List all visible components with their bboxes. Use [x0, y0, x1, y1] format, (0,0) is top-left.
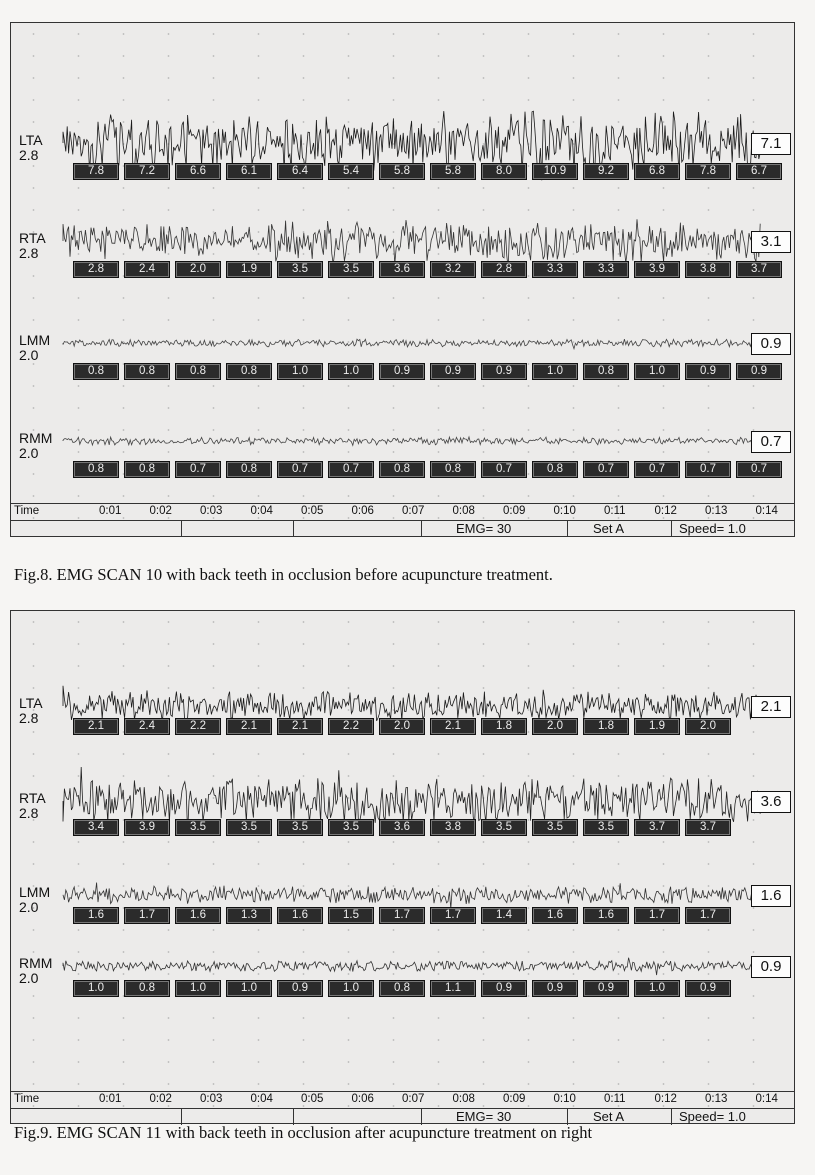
channel-average-box: 3.6: [751, 791, 791, 813]
time-tick: 0:02: [149, 1093, 172, 1105]
segment-value: 1.9: [634, 718, 680, 735]
footer-divider: [671, 1109, 672, 1125]
channel-scale: 2.8: [19, 805, 39, 821]
segment-value: 3.5: [226, 819, 272, 836]
segment-value: 0.8: [73, 461, 119, 478]
segment-value: 0.8: [226, 363, 272, 380]
channel-label-rmm: [19, 431, 52, 461]
channel-label-lmm: [19, 885, 50, 915]
time-tick: 0:14: [755, 505, 778, 517]
segment-value: 0.9: [277, 980, 323, 997]
footer-divider: [421, 521, 422, 537]
time-tick: 0:04: [250, 1093, 273, 1105]
time-tick: 0:09: [503, 505, 526, 517]
channel-average-box: 7.1: [751, 133, 791, 155]
segment-value: 0.7: [634, 461, 680, 478]
channel-name: RMM: [19, 955, 53, 971]
channel-name: LTA: [19, 132, 43, 148]
segment-values-rta: [73, 261, 782, 278]
time-tick: 0:01: [99, 505, 122, 517]
segment-value: 1.1: [430, 980, 476, 997]
time-tick: 0:08: [452, 1093, 475, 1105]
segment-value: 1.0: [328, 980, 374, 997]
time-tick: 0:07: [402, 1093, 425, 1105]
segment-value: 0.7: [328, 461, 374, 478]
time-tick: 0:04: [250, 505, 273, 517]
segment-values-rmm: [73, 461, 782, 478]
time-tick: 0:11: [604, 505, 626, 517]
segment-value: 1.6: [583, 907, 629, 924]
segment-value: 3.8: [430, 819, 476, 836]
segment-value: 1.8: [481, 718, 527, 735]
status-footer: [11, 520, 794, 537]
channel-label-rta: [19, 231, 46, 261]
time-tick: 0:03: [200, 505, 223, 517]
segment-value: 1.7: [379, 907, 425, 924]
time-tick: 0:05: [301, 505, 324, 517]
segment-value: 0.7: [175, 461, 221, 478]
emg-scan-panel-2: [10, 610, 795, 1124]
segment-value: 3.7: [736, 261, 782, 278]
segment-value: 3.5: [583, 819, 629, 836]
segment-value: 10.9: [532, 163, 578, 180]
channel-label-lmm: [19, 333, 50, 363]
segment-value: 1.0: [532, 363, 578, 380]
segment-value: 2.0: [532, 718, 578, 735]
segment-value: 1.7: [685, 907, 731, 924]
segment-value: 3.6: [379, 819, 425, 836]
emg-setting: EMG= 30: [456, 521, 512, 536]
segment-value: 0.7: [481, 461, 527, 478]
segment-value: 0.8: [583, 363, 629, 380]
segment-value: 0.8: [379, 461, 425, 478]
segment-value: 0.8: [124, 461, 170, 478]
segment-value: 9.2: [583, 163, 629, 180]
segment-value: 2.1: [73, 718, 119, 735]
segment-value: 3.5: [175, 819, 221, 836]
channel-scale: 2.8: [19, 147, 39, 163]
speed-setting: Speed= 1.0: [679, 521, 746, 536]
set-label: Set A: [593, 1109, 625, 1124]
time-tick: 0:12: [654, 505, 677, 517]
segment-value: 0.8: [532, 461, 578, 478]
segment-value: 1.0: [634, 363, 680, 380]
segment-value: 1.8: [583, 718, 629, 735]
time-tick: 0:14: [755, 1093, 778, 1105]
segment-value: 0.9: [481, 980, 527, 997]
channel-scale: 2.0: [19, 445, 39, 461]
time-tick: 0:13: [705, 1093, 728, 1105]
segment-value: 0.7: [277, 461, 323, 478]
footer-divider: [293, 521, 294, 537]
channel-name: LMM: [19, 884, 51, 900]
segment-value: 6.8: [634, 163, 680, 180]
channel-average-box: 2.1: [751, 696, 791, 718]
segment-value: 6.1: [226, 163, 272, 180]
segment-value: 2.0: [379, 718, 425, 735]
segment-value: 0.7: [583, 461, 629, 478]
footer-divider: [181, 521, 182, 537]
channel-label-lta: [19, 133, 43, 163]
time-tick: 0:12: [654, 1093, 677, 1105]
segment-value: 3.9: [124, 819, 170, 836]
emg-scan-panel-1: [10, 22, 795, 537]
channel-scale: 2.0: [19, 347, 39, 363]
emg-signal-path: [63, 339, 760, 349]
segment-value: 6.6: [175, 163, 221, 180]
time-tick: 0:02: [149, 505, 172, 517]
segment-values-rta: [73, 819, 731, 836]
segment-value: 0.9: [430, 363, 476, 380]
segment-value: 3.3: [532, 261, 578, 278]
segment-value: 3.2: [430, 261, 476, 278]
segment-value: 1.6: [277, 907, 323, 924]
segment-value: 0.8: [430, 461, 476, 478]
segment-value: 8.0: [481, 163, 527, 180]
segment-value: 0.9: [583, 980, 629, 997]
segment-value: 2.1: [430, 718, 476, 735]
channel-average-box: 1.6: [751, 885, 791, 907]
segment-value: 2.1: [226, 718, 272, 735]
footer-divider: [567, 521, 568, 537]
segment-value: 3.3: [583, 261, 629, 278]
time-axis: [11, 503, 794, 536]
segment-value: 1.9: [226, 261, 272, 278]
segment-value: 0.9: [532, 980, 578, 997]
segment-value: 3.7: [685, 819, 731, 836]
segment-values-lta: [73, 718, 731, 735]
time-label: Time: [14, 1093, 40, 1105]
segment-value: 1.4: [481, 907, 527, 924]
time-tick: 0:03: [200, 1093, 223, 1105]
time-tick: 0:06: [351, 1093, 374, 1105]
channel-average-box: 0.9: [751, 333, 791, 355]
segment-value: 0.8: [124, 980, 170, 997]
segment-value: 0.8: [124, 363, 170, 380]
channel-name: RTA: [19, 230, 46, 246]
segment-value: 2.1: [277, 718, 323, 735]
emg-setting: EMG= 30: [456, 1109, 512, 1124]
time-tick: 0:10: [553, 1093, 576, 1105]
segment-value: 1.5: [328, 907, 374, 924]
figure-caption-2: Fig.9. EMG SCAN 11 with back teeth in occlusion after acupuncture treatment on right: [14, 1123, 593, 1142]
segment-value: 0.7: [736, 461, 782, 478]
channel-scale: 2.8: [19, 245, 39, 261]
segment-value: 3.7: [634, 819, 680, 836]
time-tick: 0:08: [452, 505, 475, 517]
segment-value: 0.9: [481, 363, 527, 380]
segment-value: 5.8: [379, 163, 425, 180]
segment-value: 2.2: [175, 718, 221, 735]
emg-trace-rmm: [63, 950, 761, 982]
time-tick: 0:10: [553, 505, 576, 517]
segment-value: 3.5: [277, 261, 323, 278]
speed-setting: Speed= 1.0: [679, 1109, 746, 1124]
emg-trace-lmm: [63, 329, 761, 357]
emg-trace-rmm: [63, 427, 761, 455]
segment-value: 0.9: [379, 363, 425, 380]
channel-scale: 2.0: [19, 970, 39, 986]
segment-value: 3.5: [328, 819, 374, 836]
channel-label-lta: [19, 696, 43, 726]
segment-values-lmm: [73, 363, 782, 380]
segment-value: 1.7: [430, 907, 476, 924]
segment-value: 3.9: [634, 261, 680, 278]
segment-value: 0.8: [226, 461, 272, 478]
segment-value: 0.8: [379, 980, 425, 997]
segment-value: 3.5: [532, 819, 578, 836]
segment-value: 0.8: [73, 363, 119, 380]
segment-values-rmm: [73, 980, 731, 997]
segment-value: 1.0: [634, 980, 680, 997]
emg-signal-path: [63, 958, 760, 975]
segment-value: 0.9: [736, 363, 782, 380]
emg-signal-path: [63, 437, 760, 446]
footer-divider: [671, 521, 672, 537]
channel-scale: 2.0: [19, 899, 39, 915]
segment-value: 0.8: [175, 363, 221, 380]
segment-value: 1.7: [124, 907, 170, 924]
segment-value: 2.2: [328, 718, 374, 735]
emg-signal-path: [63, 883, 760, 909]
time-tick: 0:07: [402, 505, 425, 517]
segment-value: 3.4: [73, 819, 119, 836]
figure-caption-1: Fig.8. EMG SCAN 10 with back teeth in occlusion before acupuncture treatment.: [14, 565, 553, 584]
segment-value: 6.7: [736, 163, 782, 180]
channel-name: LTA: [19, 695, 43, 711]
segment-value: 7.8: [73, 163, 119, 180]
time-tick: 0:06: [351, 505, 374, 517]
time-axis: [11, 1091, 794, 1124]
segment-value: 3.5: [328, 261, 374, 278]
segment-value: 7.2: [124, 163, 170, 180]
segment-value: 2.4: [124, 261, 170, 278]
segment-value: 2.0: [685, 718, 731, 735]
segment-value: 6.4: [277, 163, 323, 180]
segment-value: 1.0: [277, 363, 323, 380]
segment-value: 3.5: [481, 819, 527, 836]
channel-scale: 2.8: [19, 710, 39, 726]
segment-value: 1.7: [634, 907, 680, 924]
set-label: Set A: [593, 521, 625, 536]
time-tick: 0:09: [503, 1093, 526, 1105]
segment-value: 2.8: [481, 261, 527, 278]
channel-average-box: 0.9: [751, 956, 791, 978]
time-tick: 0:13: [705, 505, 728, 517]
segment-value: 1.6: [175, 907, 221, 924]
segment-value: 3.8: [685, 261, 731, 278]
segment-values-lmm: [73, 907, 731, 924]
segment-value: 1.3: [226, 907, 272, 924]
time-label: Time: [14, 505, 40, 517]
segment-value: 1.0: [226, 980, 272, 997]
segment-value: 7.8: [685, 163, 731, 180]
segment-value: 3.5: [277, 819, 323, 836]
segment-value: 2.0: [175, 261, 221, 278]
segment-value: 1.0: [175, 980, 221, 997]
channel-name: LMM: [19, 332, 51, 348]
channel-average-box: 3.1: [751, 231, 791, 253]
segment-value: 3.6: [379, 261, 425, 278]
channel-name: RMM: [19, 430, 53, 446]
segment-value: 2.8: [73, 261, 119, 278]
segment-value: 1.0: [73, 980, 119, 997]
channel-label-rta: [19, 791, 46, 821]
segment-value: 1.6: [73, 907, 119, 924]
segment-value: 1.0: [328, 363, 374, 380]
channel-average-box: 0.7: [751, 431, 791, 453]
time-tick: 0:01: [99, 1093, 122, 1105]
segment-value: 0.7: [685, 461, 731, 478]
channel-label-rmm: [19, 956, 52, 986]
time-tick: 0:11: [604, 1093, 626, 1105]
segment-value: 5.8: [430, 163, 476, 180]
segment-value: 2.4: [124, 718, 170, 735]
segment-value: 5.4: [328, 163, 374, 180]
segment-value: 0.9: [685, 363, 731, 380]
segment-value: 1.6: [532, 907, 578, 924]
channel-name: RTA: [19, 790, 46, 806]
time-tick: 0:05: [301, 1093, 324, 1105]
segment-values-lta: [73, 163, 782, 180]
segment-value: 0.9: [685, 980, 731, 997]
